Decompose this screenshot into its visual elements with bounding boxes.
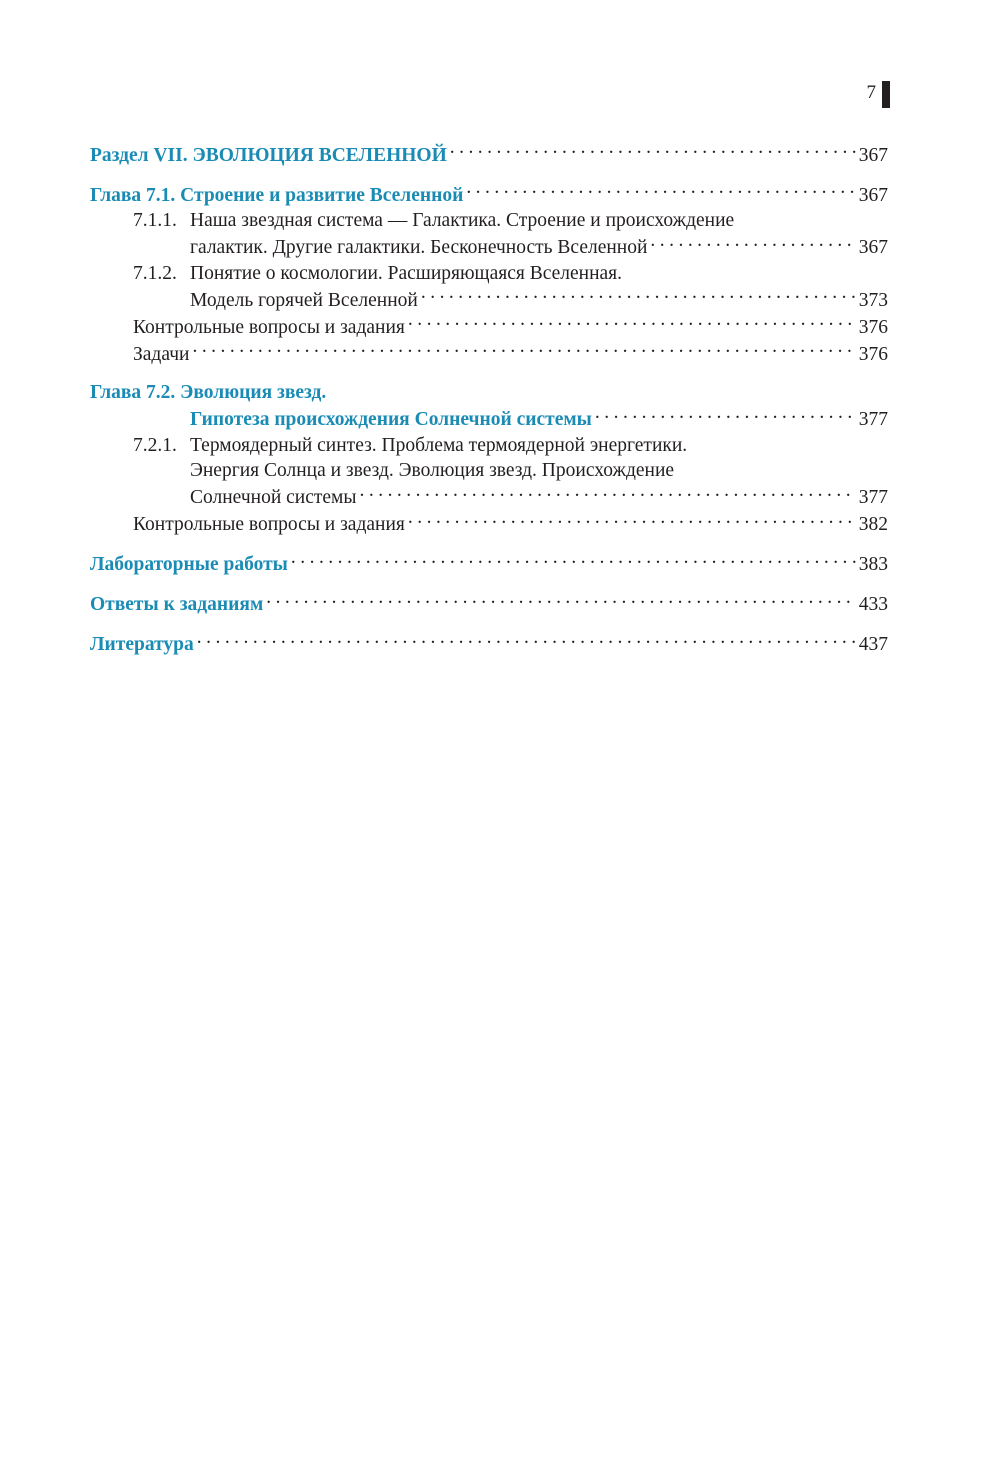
toc-entry-title-line: Понятие о космологии. Расширяющаяся Вселенная. <box>190 262 622 284</box>
toc-entry-questions-7-2[interactable] <box>90 511 888 538</box>
toc-entry-page: 373 <box>858 289 888 311</box>
toc-entry-title-line: Термоядерный синтез. Проблема термоядерной энергетики. <box>190 434 688 456</box>
toc-entry-page: 376 <box>858 343 888 365</box>
toc-entry-page: 382 <box>858 514 888 535</box>
toc-entry-page: 376 <box>858 316 888 338</box>
dot-leader <box>450 141 856 161</box>
toc-entry-title: Контрольные вопросы и задания <box>133 316 405 338</box>
toc-entry-page: 377 <box>858 487 888 508</box>
toc-entry-page: 367 <box>858 184 888 206</box>
toc-entry-title: Литература <box>90 634 194 655</box>
toc-entry-page: 377 <box>858 409 888 430</box>
toc-entry-questions-7-1[interactable] <box>90 313 888 340</box>
dot-leader <box>291 551 856 571</box>
dot-leader <box>466 181 855 201</box>
toc-entry-number: 7.1.1. <box>133 210 177 231</box>
toc-entry-section-7[interactable] <box>90 141 888 168</box>
toc-entry-chapter-7-2[interactable] <box>90 380 888 433</box>
toc-entry-tasks-7-1[interactable] <box>90 340 888 367</box>
toc-entry-answers[interactable] <box>90 591 888 618</box>
toc-answers <box>90 591 888 618</box>
toc-entry-title-line: Модель горячей Вселенной <box>190 289 418 311</box>
dot-leader <box>266 591 856 611</box>
toc-entry-title: Ответы к заданиям <box>90 594 264 615</box>
dot-leader <box>197 631 856 651</box>
dot-leader <box>408 313 856 333</box>
dot-leader <box>408 511 856 531</box>
dot-leader <box>421 286 856 306</box>
toc-entry-page: 433 <box>858 594 888 615</box>
toc-entry-title-line: Солнечной системы <box>190 487 357 508</box>
toc-entry-literature[interactable] <box>90 631 888 658</box>
toc-chapter-7-1 <box>90 181 888 367</box>
dot-leader <box>192 340 855 360</box>
toc-chapter-7-2 <box>90 380 888 538</box>
toc-entry-number: 7.1.2. <box>133 262 177 284</box>
toc-entry-title-line: Глава 7.2. Эволюция звезд. <box>90 382 327 403</box>
toc-entry-chapter-7-1[interactable] <box>90 181 888 208</box>
toc-entry-7-1-2[interactable] <box>90 261 888 314</box>
toc-entry-page: 367 <box>858 144 888 166</box>
toc-entry-title-line: Наша звездная система — Галактика. Строение и происхождение <box>190 210 735 231</box>
dot-leader <box>595 406 856 426</box>
toc-section-7 <box>90 141 888 168</box>
page-number: 7 <box>866 82 876 103</box>
toc-entry-7-1-1[interactable] <box>90 208 888 261</box>
toc-entry-title: Лабораторные работы <box>90 554 288 575</box>
toc-entry-labs[interactable] <box>90 551 888 578</box>
toc-entry-title: Задачи <box>133 343 190 365</box>
toc-entry-page: 383 <box>858 554 888 575</box>
toc-entry-title: Глава 7.1. Строение и развитие Вселенной <box>90 184 464 206</box>
dot-leader <box>650 234 855 254</box>
toc-entry-title: Контрольные вопросы и задания <box>133 514 405 535</box>
toc-labs <box>90 551 888 578</box>
table-of-contents <box>90 141 888 658</box>
toc-entry-page: 437 <box>858 634 888 655</box>
dot-leader <box>360 484 856 504</box>
toc-entry-title-line: галактик. Другие галактики. Бесконечность Вселенной <box>190 237 648 258</box>
toc-entry-number: 7.2.1. <box>133 434 177 456</box>
toc-entry-7-2-1[interactable] <box>90 433 888 511</box>
toc-literature <box>90 631 888 658</box>
page-edge-marker <box>882 81 890 108</box>
toc-entry-title: Раздел VII. ЭВОЛЮЦИЯ ВСЕЛЕННОЙ <box>90 144 447 166</box>
toc-entry-title-line: Энергия Солнца и звезд. Эволюция звезд. Происхождение <box>190 460 675 481</box>
toc-entry-title-line: Гипотеза происхождения Солнечной системы <box>190 409 592 430</box>
toc-entry-page: 367 <box>858 237 888 258</box>
